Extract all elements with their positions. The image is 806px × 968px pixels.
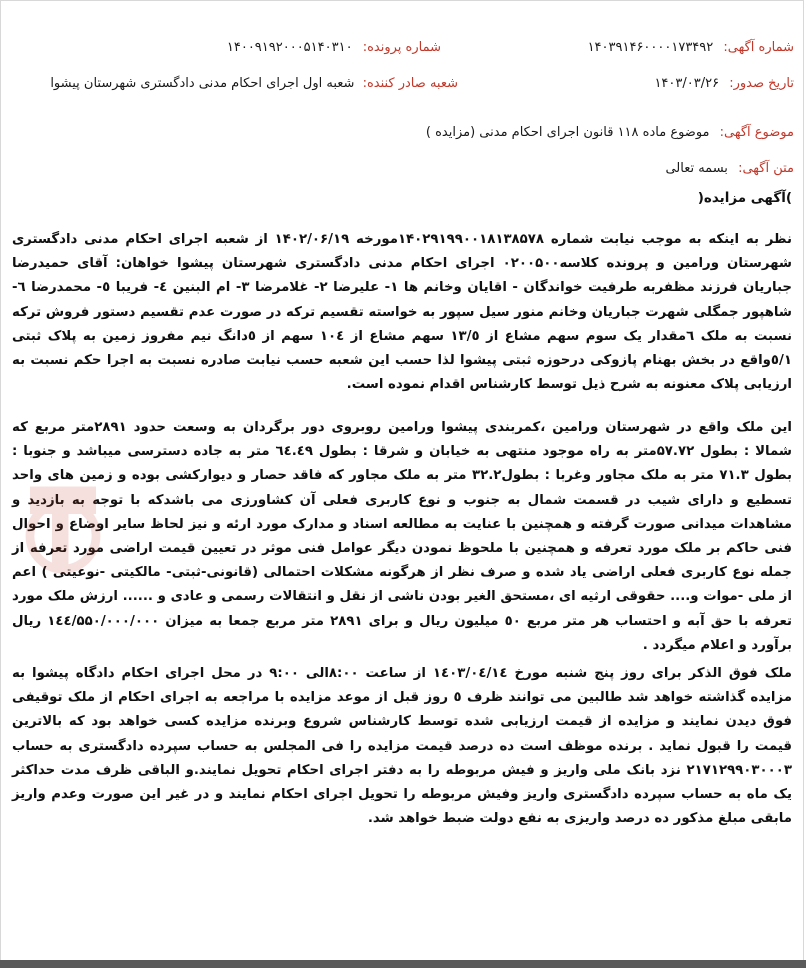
- case-number-label: شماره پرونده:: [362, 40, 441, 55]
- issuer-value: شعبه اول اجرای احکام مدنی دادگستری شهرستان پیشوا: [50, 76, 355, 91]
- body-paragraph-2: این ملک واقع در شهرستان ورامین ،کمربندی پیشوا ورامین روبروی دور برگردان به وسعت حدود ۲۸۹۱متر مربع که شمالا : بطول ۵۷.۷۲متر به راه موجود منتهی به خیابان و شرقا : بطول ٦٤.٤٩ متر به جاده دسترسی میباشد و جنوبا : بطول ۷۱.۳ متر به ملک مجاور وغربا : بطول۳۲.۲ متر به ملک مجاور که فاقد حصار و دیوارکشی بوده و زمین های واحد تسطیع و دارای شیب در قسمت شمال به جنوب و نوع کاربری فعلی آن کشاورزی می باشدکه با توجه به بازدید و مشاهدات میدانی صورت گرفته و همچنین با عنایت به مطالعه اسناد و مدارک مورد ارئه و نیز لحاظ سایر اوضاع و احوال فنی حاکم بر ملک مورد تعرفه و همچنین با ملحوظ نمودن دیگر عوامل فنی موثر در تعیین قیمت اراضی مورد تعرفه از جمله نوع کاربری فعلی اراضی یاد شده و صرف نظر از هرگونه مشکلات احتمالی (قانونی-ثبتی- مالکیتی -نوعیتی ) اعم از ملی -موات و.... حقوقی ارثیه ای ،مستحق الغیر بودن ناشی از نقل و انتقالات رسمی و عادی و ...... ارزش ملک مورد تعرفه با حق آبه و احتساب هر متر مربع ٥۰ میلیون ریال و برای ۲۸۹۱ متر مربع جمعا به میزان ۱٤٤/۵۵۰/۰۰۰/۰۰۰ ریال برآورد و اعلام میگردد .: [12, 420, 793, 653]
- subject-label: موضوع آگهی:: [719, 125, 794, 140]
- issuer-row: [50, 76, 458, 91]
- text-label: متن آگهی:: [738, 161, 794, 176]
- bottom-scrollbar[interactable]: [0, 960, 806, 968]
- text-intro: بسمه تعالی: [665, 161, 728, 176]
- ad-number-value: ۱۴۰۳۹۱۴۶۰۰۰۰۱۷۳۴۹۲: [587, 40, 714, 55]
- issue-date-row: [654, 76, 794, 91]
- subject-row: [426, 125, 794, 140]
- subject-value: موضوع ماده ۱۱۸ قانون اجرای احکام مدنی (مزایده ): [425, 125, 710, 140]
- watermark-logo-icon: [8, 470, 118, 580]
- body-paragraph-3: ملک فوق الذکر برای روز پنج شنبه مورخ ۱٤۰۳/۰٤/۱٤ از ساعت ۸:۰۰الی ۹:۰۰ در محل اجرای احکام دادگاه پیشوا به مزایده گذاشته خواهد شد طالبین می توانند ظرف ٥ روز قبل از موعد مزایده با مراجعه به اجرای احکام از ملک توقیفی فوق دیدن نمایند و مزایده از قیمت ارزیابی شده توسط کارشناس شروع وبرنده مزایده کسی خواهد بود که بالاترین قیمت را قبول نماید . برنده موظف است ده درصد قیمت مزایده را فی المجلس به حساب سپرده دادگستری به حساب ۲۱۷۱۲۹۹۰۳۰۰۰۳ نزد بانک ملی واریز و فیش مربوطه را به دفتر اجرای احکام تحویل نمایند.و الباقی ظرف مدت حداکثر یک ماه به حساب سپرده دادگستری واریز وفیش مربوطه را تحویل اجرای احکام نمایند و در غیر این صورت وعدم واریز مابقی مبلغ مذکور ده درصد واریزی به نفع دولت ضبط خواهد شد.: [12, 666, 792, 827]
- text-row: [665, 161, 794, 176]
- case-number-value: ۱۴۰۰۹۱۹۲۰۰۰۵۱۴۰۳۱۰: [226, 40, 353, 55]
- ad-number-row: [588, 40, 794, 55]
- announcement-title: )آگهی مزایده(: [697, 190, 792, 206]
- ad-number-label: شماره آگهی:: [723, 40, 794, 55]
- issue-date-value: ۱۴۰۳/۰۳/۲۶: [654, 76, 720, 91]
- issue-date-label: تاریخ صدور:: [729, 76, 794, 91]
- issuer-label: شعبه صادر کننده:: [362, 76, 458, 91]
- case-number-row: [227, 40, 441, 55]
- body-paragraph-1: نظر به اینکه به موجب نیابت شماره ۱۴۰۲۹۱۹۹۰۰۱۸۱۳۸۵۷۸مورخه ۱۴۰۲/۰۶/۱۹ از شعبه اجرای احکام مدنی دادگستری شهرستان ورامین و پرونده کلاسه۰۲۰۰۵۰۰ اجرای احکام مدنی دادگستری شهرستان پیشوا خواهان: آقای حمیدرضا جباریان فرزند مظفربه طرفیت خواندگان - اقایان وخانم ها ۱- علیرضا ۲- غلامرضا ۳- ام البنین ٤- فریبا ٥- محمدرضا ٦- شاهپور جمگلی شهرت جباریان وخانم منور سیل سپور به خواسته تقسیم ترکه در صورت عدم تقسیم دستور فروش ترکه نسبت به ملک ٦مقدار یک سوم سهم مشاع از ۱۳/٥ سهم مشاع از ۱۰٤ سهم از ٥دانگ نیم مفروز زمین به پلاک ثبتی ٥/۱واقع در بخش بهنام پازوکی درحوزه ثبتی پیشوا لذا حسب این شعبه حسب نیابت صادره نسبت به اجرا حکم نسبت به ارزیابی پلاک معنونه به شرح ذیل توسط کارشناس اقدام نموده است.: [12, 232, 793, 393]
